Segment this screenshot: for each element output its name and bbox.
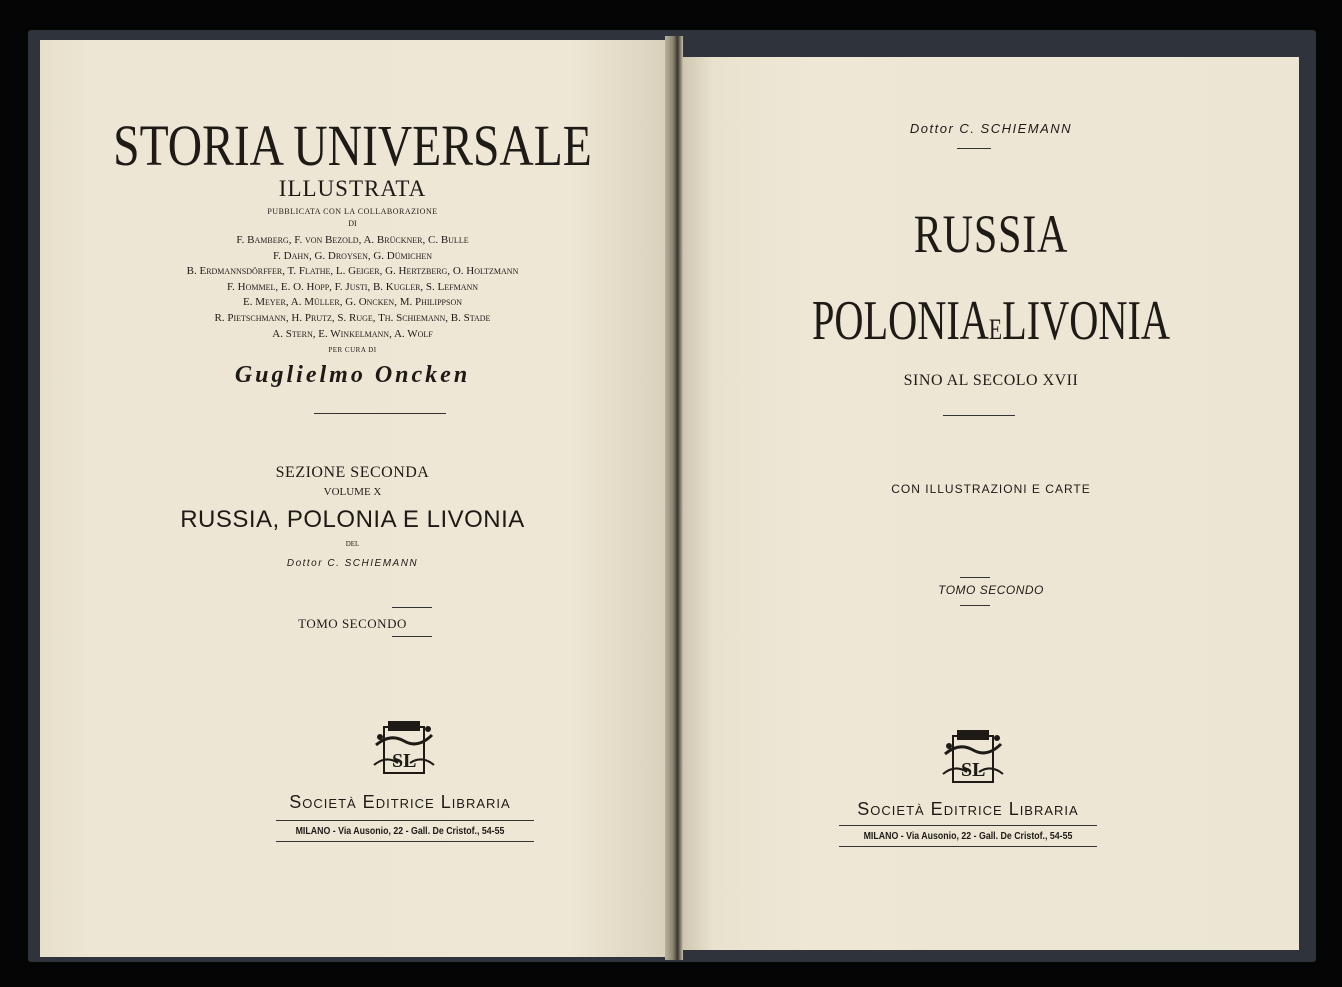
divider: [392, 636, 432, 637]
publisher-logo: [939, 724, 1007, 792]
series-title: STORIA UNIVERSALE: [113, 113, 592, 178]
contributor-line: R. Pietschmann, H. Prutz, S. Ruge, Th. Schiemann, B. Stade: [214, 312, 491, 324]
series-subtitle: ILLUSTRATA: [278, 176, 427, 201]
contributor-line: F. Hommel, E. O. Hopp, F. Justi, B. Kugler, S. Lefmann: [226, 280, 479, 293]
volume-label: VOLUME X: [323, 486, 382, 498]
di-label: DI: [348, 219, 357, 228]
contributor-line: A. Stern, E. Winkelmann, A. Wolf: [272, 327, 433, 340]
tome-label: TOMO SECONDO: [298, 616, 407, 631]
illustrations-line: CON ILLUSTRAZIONI E CARTE: [891, 482, 1091, 496]
author-line: Dottor C. SCHIEMANN: [286, 558, 419, 569]
divider: [276, 841, 534, 842]
contributor-line: F. Bamberg, F. von Bezold, A. Brückner, C. Bulle: [236, 234, 469, 246]
title-conjunction: E: [988, 313, 1003, 346]
divider: [960, 577, 990, 578]
section-label: SEZIONE SECONDA: [275, 464, 430, 481]
contributor-line: B. Erdmannsdörffer, T. Flathe, L. Geiger, G. Hertzberg, O. Holtzmann: [186, 265, 519, 278]
divider: [314, 413, 446, 414]
subtitle: SINO AL SECOLO XVII: [903, 372, 1079, 389]
author-line: Dottor C. SCHIEMANN: [909, 121, 1073, 136]
publisher-name: Società Editrice Libraria: [289, 792, 511, 812]
divider: [957, 148, 991, 149]
divider: [839, 825, 1097, 826]
work-title: RUSSIA, POLONIA E LIVONIA: [180, 506, 525, 533]
book-gutter: [665, 36, 683, 960]
left-page: [40, 40, 665, 957]
title-livonia: LIVONIA: [1002, 290, 1171, 352]
divider: [943, 415, 1015, 416]
publisher-name: Società Editrice Libraria: [857, 799, 1079, 819]
tome-label: TOMO SECONDO: [938, 583, 1044, 597]
publisher-logo: [370, 715, 438, 783]
contributor-line: F. Dahn, G. Droysen, G. Dümichen: [272, 249, 433, 262]
contributor-line: E. Meyer, A. Müller, G. Oncken, M. Philippson: [242, 296, 462, 309]
divider: [839, 846, 1097, 847]
collaboration-line: PUBBLICATA CON LA COLLABORAZIONE: [267, 207, 438, 216]
title-russia: RUSSIA: [913, 204, 1069, 264]
del-label: DEL: [345, 540, 360, 548]
right-page: [683, 57, 1299, 950]
publisher-address: MILANO - Via Ausonio, 22 - Gall. De Cristof., 54-55: [863, 831, 1073, 842]
divider: [960, 605, 990, 606]
title-polonia: POLONIA: [811, 290, 989, 352]
per-cura-label: PER CURA DI: [328, 346, 377, 354]
editor-name: Guglielmo Oncken: [234, 362, 471, 388]
publisher-address: MILANO - Via Ausonio, 22 - Gall. De Cristof., 54-55: [295, 826, 505, 837]
divider: [392, 607, 432, 608]
divider: [276, 820, 534, 821]
svg-text:SL: SL: [392, 750, 417, 772]
svg-text:SL: SL: [961, 759, 986, 781]
title-polonia-livonia: [769, 289, 1213, 353]
